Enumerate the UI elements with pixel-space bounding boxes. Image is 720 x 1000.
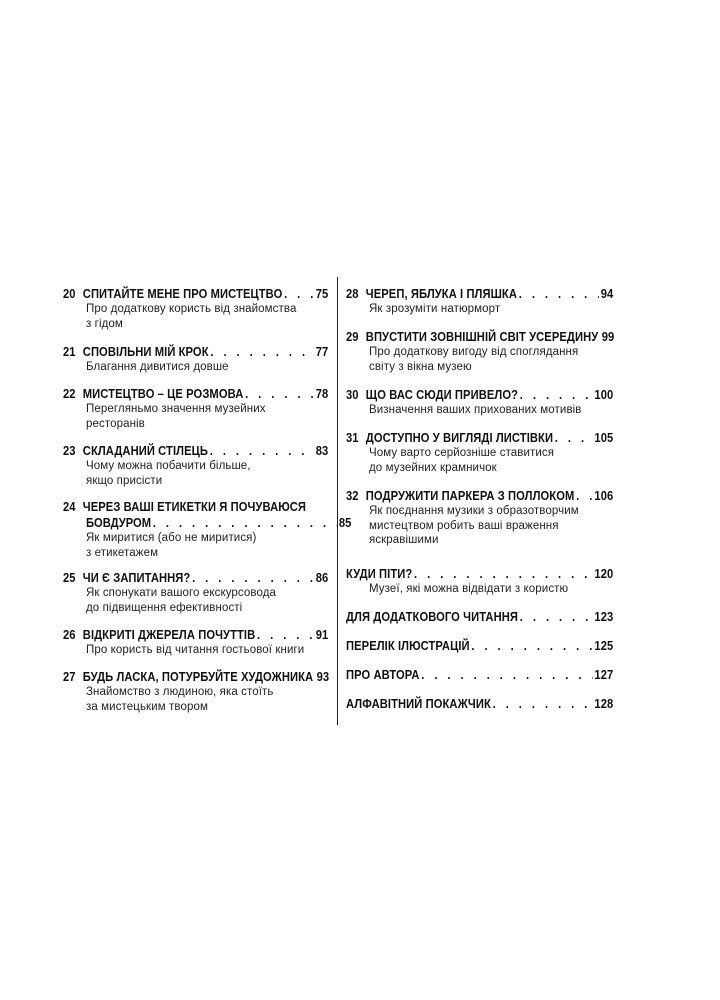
chapter-number: 30 (346, 387, 359, 402)
toc-entry-illustrations[interactable] (346, 638, 614, 654)
toc-entry-22[interactable] (63, 386, 329, 431)
leader-dots (520, 387, 593, 403)
page-number: 78 (315, 386, 329, 401)
chapter-title: БУДЬ ЛАСКА, ПОТУРБУЙТЕ ХУДОЖНИКА (82, 669, 314, 684)
page-number: 123 (594, 609, 614, 624)
section-title: ПРО АВТОРА (346, 667, 420, 682)
chapter-subtitle: Чому варто серйозніше ставитися до музейних крамничок (369, 447, 555, 474)
page-number: 93 (316, 669, 330, 684)
page-number: 106 (594, 488, 614, 503)
leader-dots (519, 286, 599, 302)
chapter-subtitle: Визначення ваших прихованих мотивів (369, 404, 582, 416)
chapter-number: 32 (346, 488, 359, 503)
toc-entry-30[interactable] (346, 387, 614, 418)
page-number: 94 (600, 286, 614, 301)
chapter-title: ДОСТУПНО У ВИГЛЯДІ ЛИСТІВКИ (365, 430, 554, 445)
toc-entry-24[interactable] (63, 499, 352, 560)
leader-dots (493, 696, 593, 712)
chapter-title: ЧЕРЕП, ЯБЛУКА І ПЛЯШКА (365, 286, 518, 301)
chapter-subtitle: Знайомство з людиною, яка стоїть за мистецьким твором (86, 686, 274, 713)
section-title: КУДИ ПІТИ? (346, 566, 413, 581)
chapter-subtitle: Про додаткову користь від знайомства з гідом (86, 303, 297, 330)
column-divider (337, 277, 338, 725)
section-title: ПЕРЕЛІК ІЛЮСТРАЦІЙ (346, 638, 470, 653)
leader-dots (576, 488, 593, 504)
chapter-number: 28 (346, 286, 359, 301)
page-number: 83 (315, 443, 329, 458)
chapter-number: 24 (63, 499, 76, 514)
chapter-title-continued: БОВДУРОМ (86, 515, 152, 530)
page-number: 99 (601, 329, 615, 344)
page-number: 128 (594, 696, 614, 711)
chapter-title: ЧЕРЕЗ ВАШІ ЕТИКЕТКИ Я ПОЧУВАЮСЯ (82, 499, 306, 514)
chapter-subtitle: Перегляньмо значення музейних ресторанів (86, 403, 266, 430)
toc-entry-26[interactable] (63, 627, 329, 658)
page-number: 105 (594, 430, 614, 445)
chapter-subtitle: Про додаткову вигоду від споглядання світу з вікна музею (369, 346, 579, 373)
chapter-subtitle: Як зрозуміти натюрморт (369, 303, 501, 315)
chapter-number: 27 (63, 669, 76, 684)
chapter-title: ПОДРУЖИТИ ПАРКЕРА З ПОЛЛОКОМ (365, 488, 575, 503)
chapter-subtitle: Як спонукати вашого екскурсовода до підвищення ефективності (86, 587, 277, 614)
chapter-title: ЧИ Є ЗАПИТАННЯ? (82, 570, 191, 585)
chapter-subtitle: Про користь від читання гостьової книги (86, 644, 305, 656)
section-title: ДЛЯ ДОДАТКОВОГО ЧИТАННЯ (346, 609, 519, 624)
chapter-number: 21 (63, 344, 76, 359)
toc-entry-21[interactable] (63, 344, 329, 375)
toc-entry-28[interactable] (346, 286, 614, 317)
leader-dots (284, 286, 314, 302)
chapter-number: 29 (346, 329, 359, 344)
toc-entry-29[interactable] (346, 329, 614, 374)
chapter-title: СПИТАЙТЕ МЕНЕ ПРО МИСТЕЦТВО (82, 286, 283, 301)
leader-dots (421, 667, 592, 683)
page-number: 91 (315, 627, 329, 642)
toc-entry-31[interactable] (346, 430, 614, 475)
page-number: 100 (594, 387, 614, 402)
leader-dots (210, 443, 314, 459)
chapter-title: СКЛАДАНИЙ СТІЛЕЦЬ (82, 443, 209, 458)
leader-dots (257, 627, 314, 643)
chapter-subtitle: Благання дивитися довше (86, 361, 229, 373)
leader-dots (245, 386, 314, 402)
leader-dots (414, 566, 593, 582)
leader-dots (520, 609, 593, 625)
leader-dots (555, 430, 593, 446)
leader-dots (153, 515, 337, 531)
chapter-title: СПОВІЛЬНИ МІЙ КРОК (82, 344, 209, 359)
section-subtitle: Музеї, які можна відвідати з користю (369, 583, 569, 595)
page-number: 127 (594, 667, 614, 682)
chapter-title: ЩО ВАС СЮДИ ПРИВЕЛО? (365, 387, 519, 402)
chapter-number: 26 (63, 627, 76, 642)
page-number: 75 (315, 286, 329, 301)
chapter-number: 23 (63, 443, 76, 458)
page-number: 85 (338, 515, 352, 530)
chapter-number: 31 (346, 430, 359, 445)
toc-entry-20[interactable] (63, 286, 329, 331)
page-number: 125 (594, 638, 614, 653)
toc-entry-index[interactable] (346, 696, 614, 712)
toc-entry-23[interactable] (63, 443, 329, 488)
chapter-title: ВІДКРИТІ ДЖЕРЕЛА ПОЧУТТІВ (82, 627, 256, 642)
chapter-number: 22 (63, 386, 76, 401)
chapter-title: ВПУСТИТИ ЗОВНІШНІЙ СВІТ УСЕРЕДИНУ (365, 329, 599, 344)
toc-entry-about-author[interactable] (346, 667, 614, 683)
toc-entry-32[interactable] (346, 488, 614, 548)
chapter-subtitle: Як поєднання музики з образотворчим мистецтвом робить ваші враження яскравішими (369, 505, 579, 546)
chapter-title: МИСТЕЦТВО – ЦЕ РОЗМОВА (82, 386, 244, 401)
toc-entry-further-reading[interactable] (346, 609, 614, 625)
chapter-subtitle: Чому можна побачити більше, якщо присісти (86, 460, 251, 487)
toc-entry-27[interactable] (63, 669, 329, 714)
page-number: 77 (315, 344, 329, 359)
leader-dots (192, 570, 314, 586)
page-number: 120 (594, 566, 614, 581)
leader-dots (471, 638, 592, 654)
toc-entry-where-to-go[interactable] (346, 566, 614, 597)
leader-dots (210, 344, 314, 360)
chapter-subtitle: Як миритися (або не миритися) з етикетажем (86, 532, 257, 559)
page-number: 86 (315, 570, 329, 585)
chapter-number: 25 (63, 570, 76, 585)
section-title: АЛФАВІТНИЙ ПОКАЖЧИК (346, 696, 491, 711)
chapter-number: 20 (63, 286, 76, 301)
toc-entry-25[interactable] (63, 570, 329, 615)
